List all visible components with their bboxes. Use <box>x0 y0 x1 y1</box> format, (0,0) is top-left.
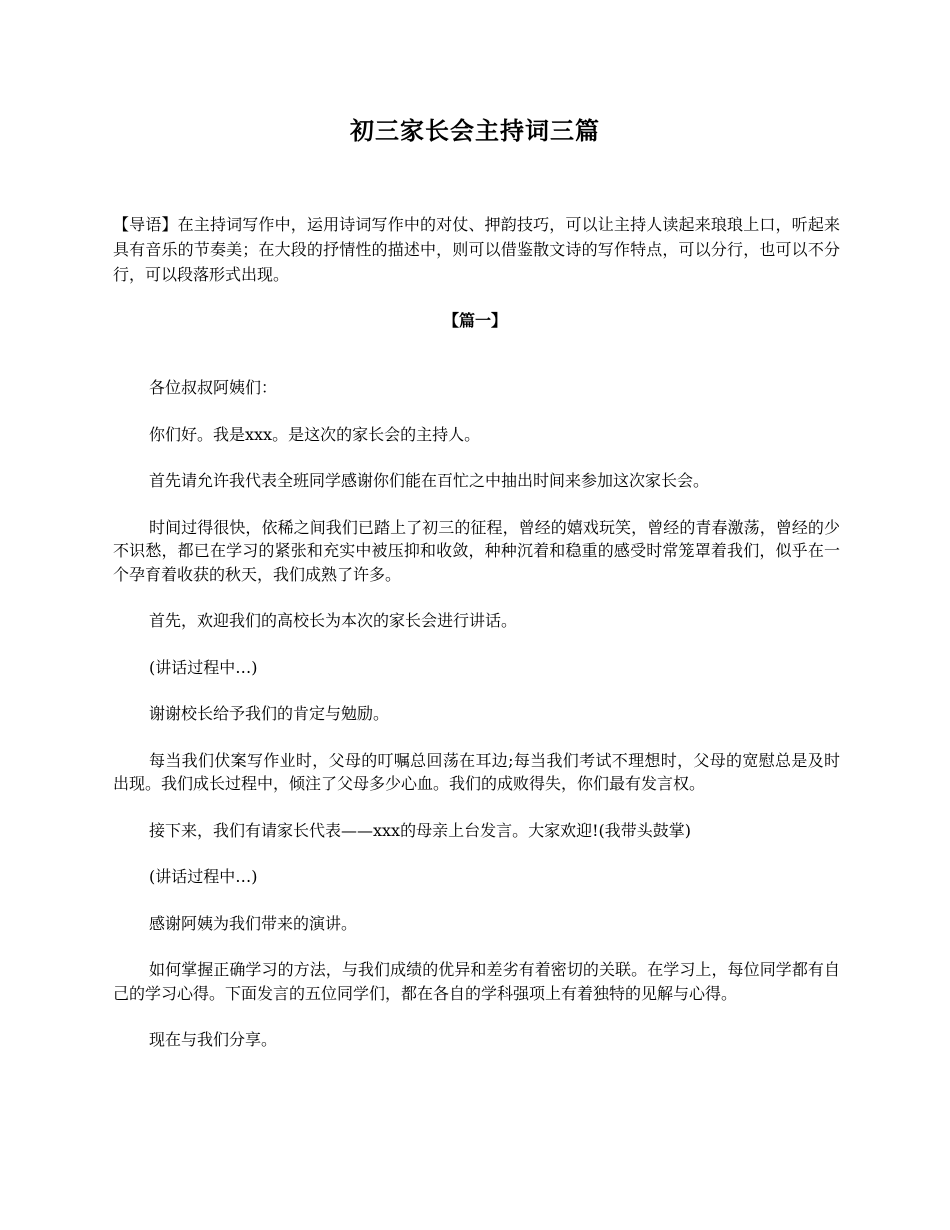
paragraph-speech-note: (讲话过程中…) <box>149 867 258 886</box>
paragraph-share: 现在与我们分享。 <box>149 1030 278 1049</box>
paragraph-speech-note: (讲话过程中…) <box>149 657 258 677</box>
body-text <box>113 376 840 1075</box>
paragraph-parent-representative: 接下来，我们有请家长代表——xxx的母亲上台发言。大家欢迎!(我带头鼓掌) <box>149 820 691 840</box>
paragraph-parents: 每当我们伏案写作业时，父母的叮嘱总回荡在耳边;每当我们考试不理想时，父母的宽慰总是及时出现。我们成长过程中，倾注了父母多少心血。我们的成败得失，你们最有发言权。 <box>113 750 840 793</box>
paragraph-principal-welcome: 首先，欢迎我们的高校长为本次的家长会进行讲话。 <box>149 611 518 630</box>
paragraph-principal-thanks: 谢谢校长给予我们的肯定与勉励。 <box>149 704 390 723</box>
section-heading: 【篇一】 <box>442 311 507 330</box>
paragraph-introduction: 你们好。我是xxx。是这次的家长会的主持人。 <box>149 424 481 444</box>
paragraph-study-methods: 如何掌握正确学习的方法，与我们成绩的优异和差劣有着密切的关联。在学习上，每位同学都有自己的学习心得。下面发言的五位同学们，都在各自的学科强项上有着独特的见解与心得。 <box>113 960 840 1003</box>
paragraph-thanks: 首先请允许我代表全班同学感谢你们能在百忙之中抽出时间来参加这次家长会。 <box>149 471 710 490</box>
paragraph-parent-thanks: 感谢阿姨为我们带来的演讲。 <box>149 913 358 933</box>
paragraph-reflection: 时间过得很快，依稀之间我们已踏上了初三的征程，曾经的嬉戏玩笑，曾经的青春激荡，曾经的少不识愁，都已在学习的紧张和充实中被压抑和收敛，种种沉着和稳重的感受时常笼罩着我们，似乎在一个孕育着收获的秋天，我们成熟了许多。 <box>113 517 840 584</box>
document-title: 初三家长会主持词三篇 <box>350 116 600 145</box>
intro-paragraph: 【导语】在主持词写作中，运用诗词写作中的对仗、押韵技巧，可以让主持人读起来琅琅上口，听起来具有音乐的节奏美；在大段的抒情性的描述中，则可以借鉴散文诗的写作特点，可以分行，也可以不分行，可以段落形式出现。 <box>113 215 840 284</box>
paragraph-greeting: 各位叔叔阿姨们： <box>149 378 278 397</box>
